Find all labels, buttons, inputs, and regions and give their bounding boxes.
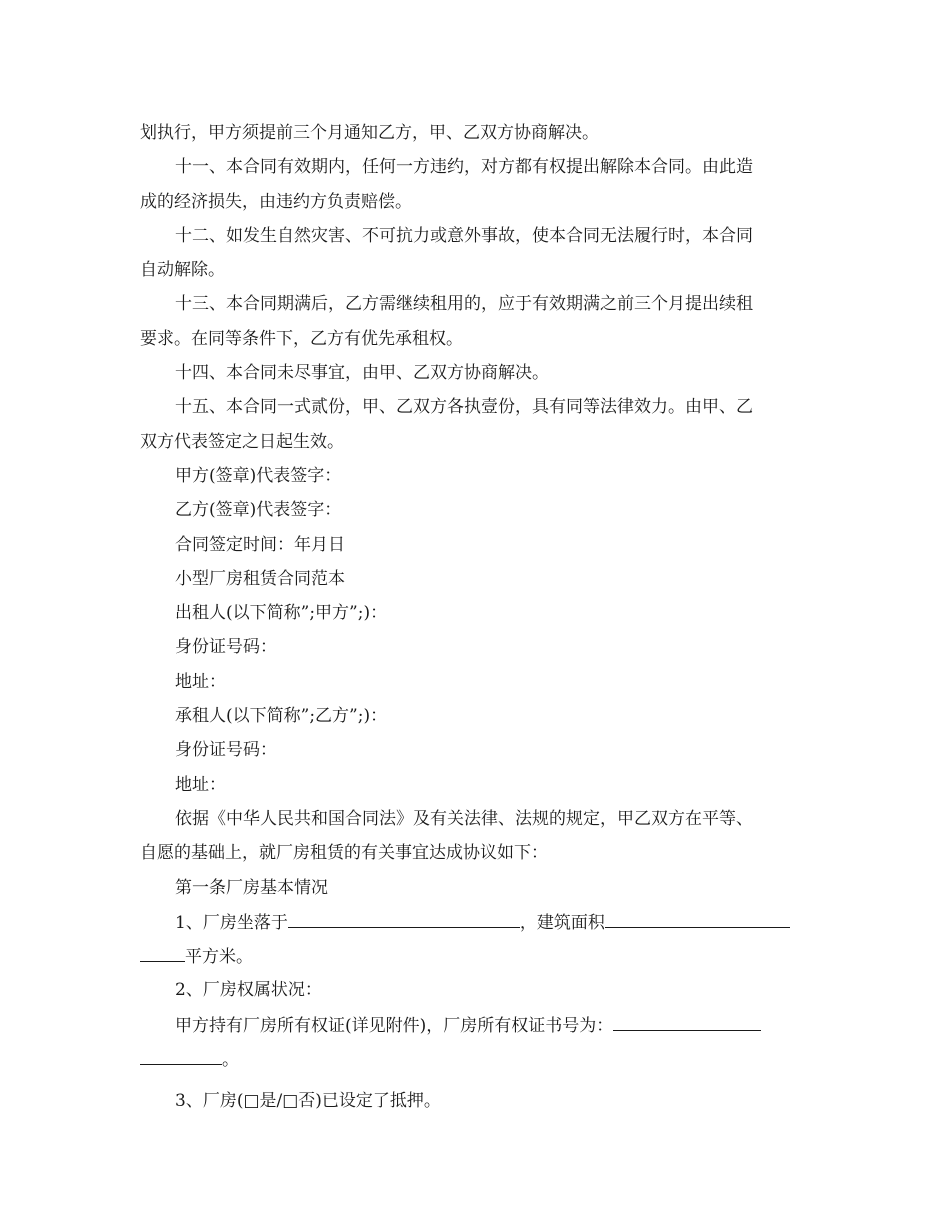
party-b-signature: 乙方(签章)代表签字： bbox=[175, 500, 342, 521]
lessee-label: 承租人(以下简称”;乙方”;)： bbox=[175, 706, 388, 727]
party-a-signature: 甲方(签章)代表签字： bbox=[175, 465, 342, 486]
lessor-address-label: 地址： bbox=[175, 671, 226, 692]
area-blank-part-2[interactable] bbox=[140, 939, 185, 962]
preamble-line-1: 依据《中华人民共和国合同法》及有关法律、法规的规定，甲乙双方在平等、 bbox=[175, 808, 753, 829]
item-1-line-1 bbox=[140, 905, 812, 939]
clause-13-line-1: 十三、本合同期满后，乙方需继续租用的，应于有效期满之前三个月提出续租 bbox=[175, 294, 753, 315]
item-2-end: 。 bbox=[222, 1050, 239, 1071]
paragraph-line: 划执行，甲方须提前三个月通知乙方，甲、乙双方协商解决。 bbox=[140, 123, 599, 143]
document-page bbox=[140, 116, 812, 1119]
lessor-label: 出租人(以下简称”;甲方”;)： bbox=[175, 603, 388, 624]
item-2-detail-line-2 bbox=[140, 1042, 812, 1076]
item-3: 3、厂房(□是/□否)已设定了抵押。 bbox=[175, 1091, 441, 1112]
article-1-heading: 第一条厂房基本情况 bbox=[175, 877, 328, 898]
item-2-detail: 甲方持有厂房所有权证(详见附件)，厂房所有权证书号为： bbox=[175, 1015, 614, 1036]
location-blank[interactable] bbox=[288, 905, 520, 928]
area-blank-part-1[interactable] bbox=[605, 905, 790, 928]
clause-11-line-2: 成的经济损失，由违约方负责赔偿。 bbox=[140, 191, 412, 212]
preamble-line-2: 自愿的基础上，就厂房租赁的有关事宜达成协议如下： bbox=[140, 843, 548, 864]
clause-12-line-2: 自动解除。 bbox=[140, 260, 225, 281]
lessor-id-label: 身份证号码： bbox=[175, 637, 277, 658]
certificate-number-blank-part-1[interactable] bbox=[613, 1008, 761, 1031]
lessee-address-label: 地址： bbox=[175, 774, 226, 795]
item-2: 2、厂房权属状况： bbox=[175, 980, 322, 1001]
clause-14: 十四、本合同未尽事宜，由甲、乙双方协商解决。 bbox=[175, 363, 549, 384]
clause-13-line-2: 要求。在同等条件下，乙方有优先承租权。 bbox=[140, 328, 463, 349]
clause-15-line-1: 十五、本合同一式贰份，甲、乙双方各执壹份，具有同等法律效力。由甲、乙 bbox=[175, 397, 753, 418]
signing-date: 合同签定时间：年月日 bbox=[175, 534, 345, 555]
item-1-suffix: 平方米。 bbox=[185, 947, 253, 968]
clause-15-line-2: 双方代表签定之日起生效。 bbox=[140, 431, 344, 452]
certificate-number-blank-part-2[interactable] bbox=[140, 1042, 222, 1065]
item-1-mid: ，建筑面积 bbox=[519, 912, 605, 933]
clause-12-line-1: 十二、如发生自然灾害、不可抗力或意外事故，使本合同无法履行时，本合同 bbox=[175, 225, 753, 246]
item-1-prefix: 1、厂房坐落于 bbox=[175, 912, 288, 933]
lessee-id-label: 身份证号码： bbox=[175, 740, 277, 761]
clause-11-line-1: 十一、本合同有效期内，任何一方违约，对方都有权提出解除本合同。由此造 bbox=[175, 157, 753, 178]
item-2-detail-line-1 bbox=[140, 1008, 812, 1042]
contract-title: 小型厂房租赁合同范本 bbox=[175, 568, 345, 589]
item-1-line-2 bbox=[140, 939, 812, 973]
